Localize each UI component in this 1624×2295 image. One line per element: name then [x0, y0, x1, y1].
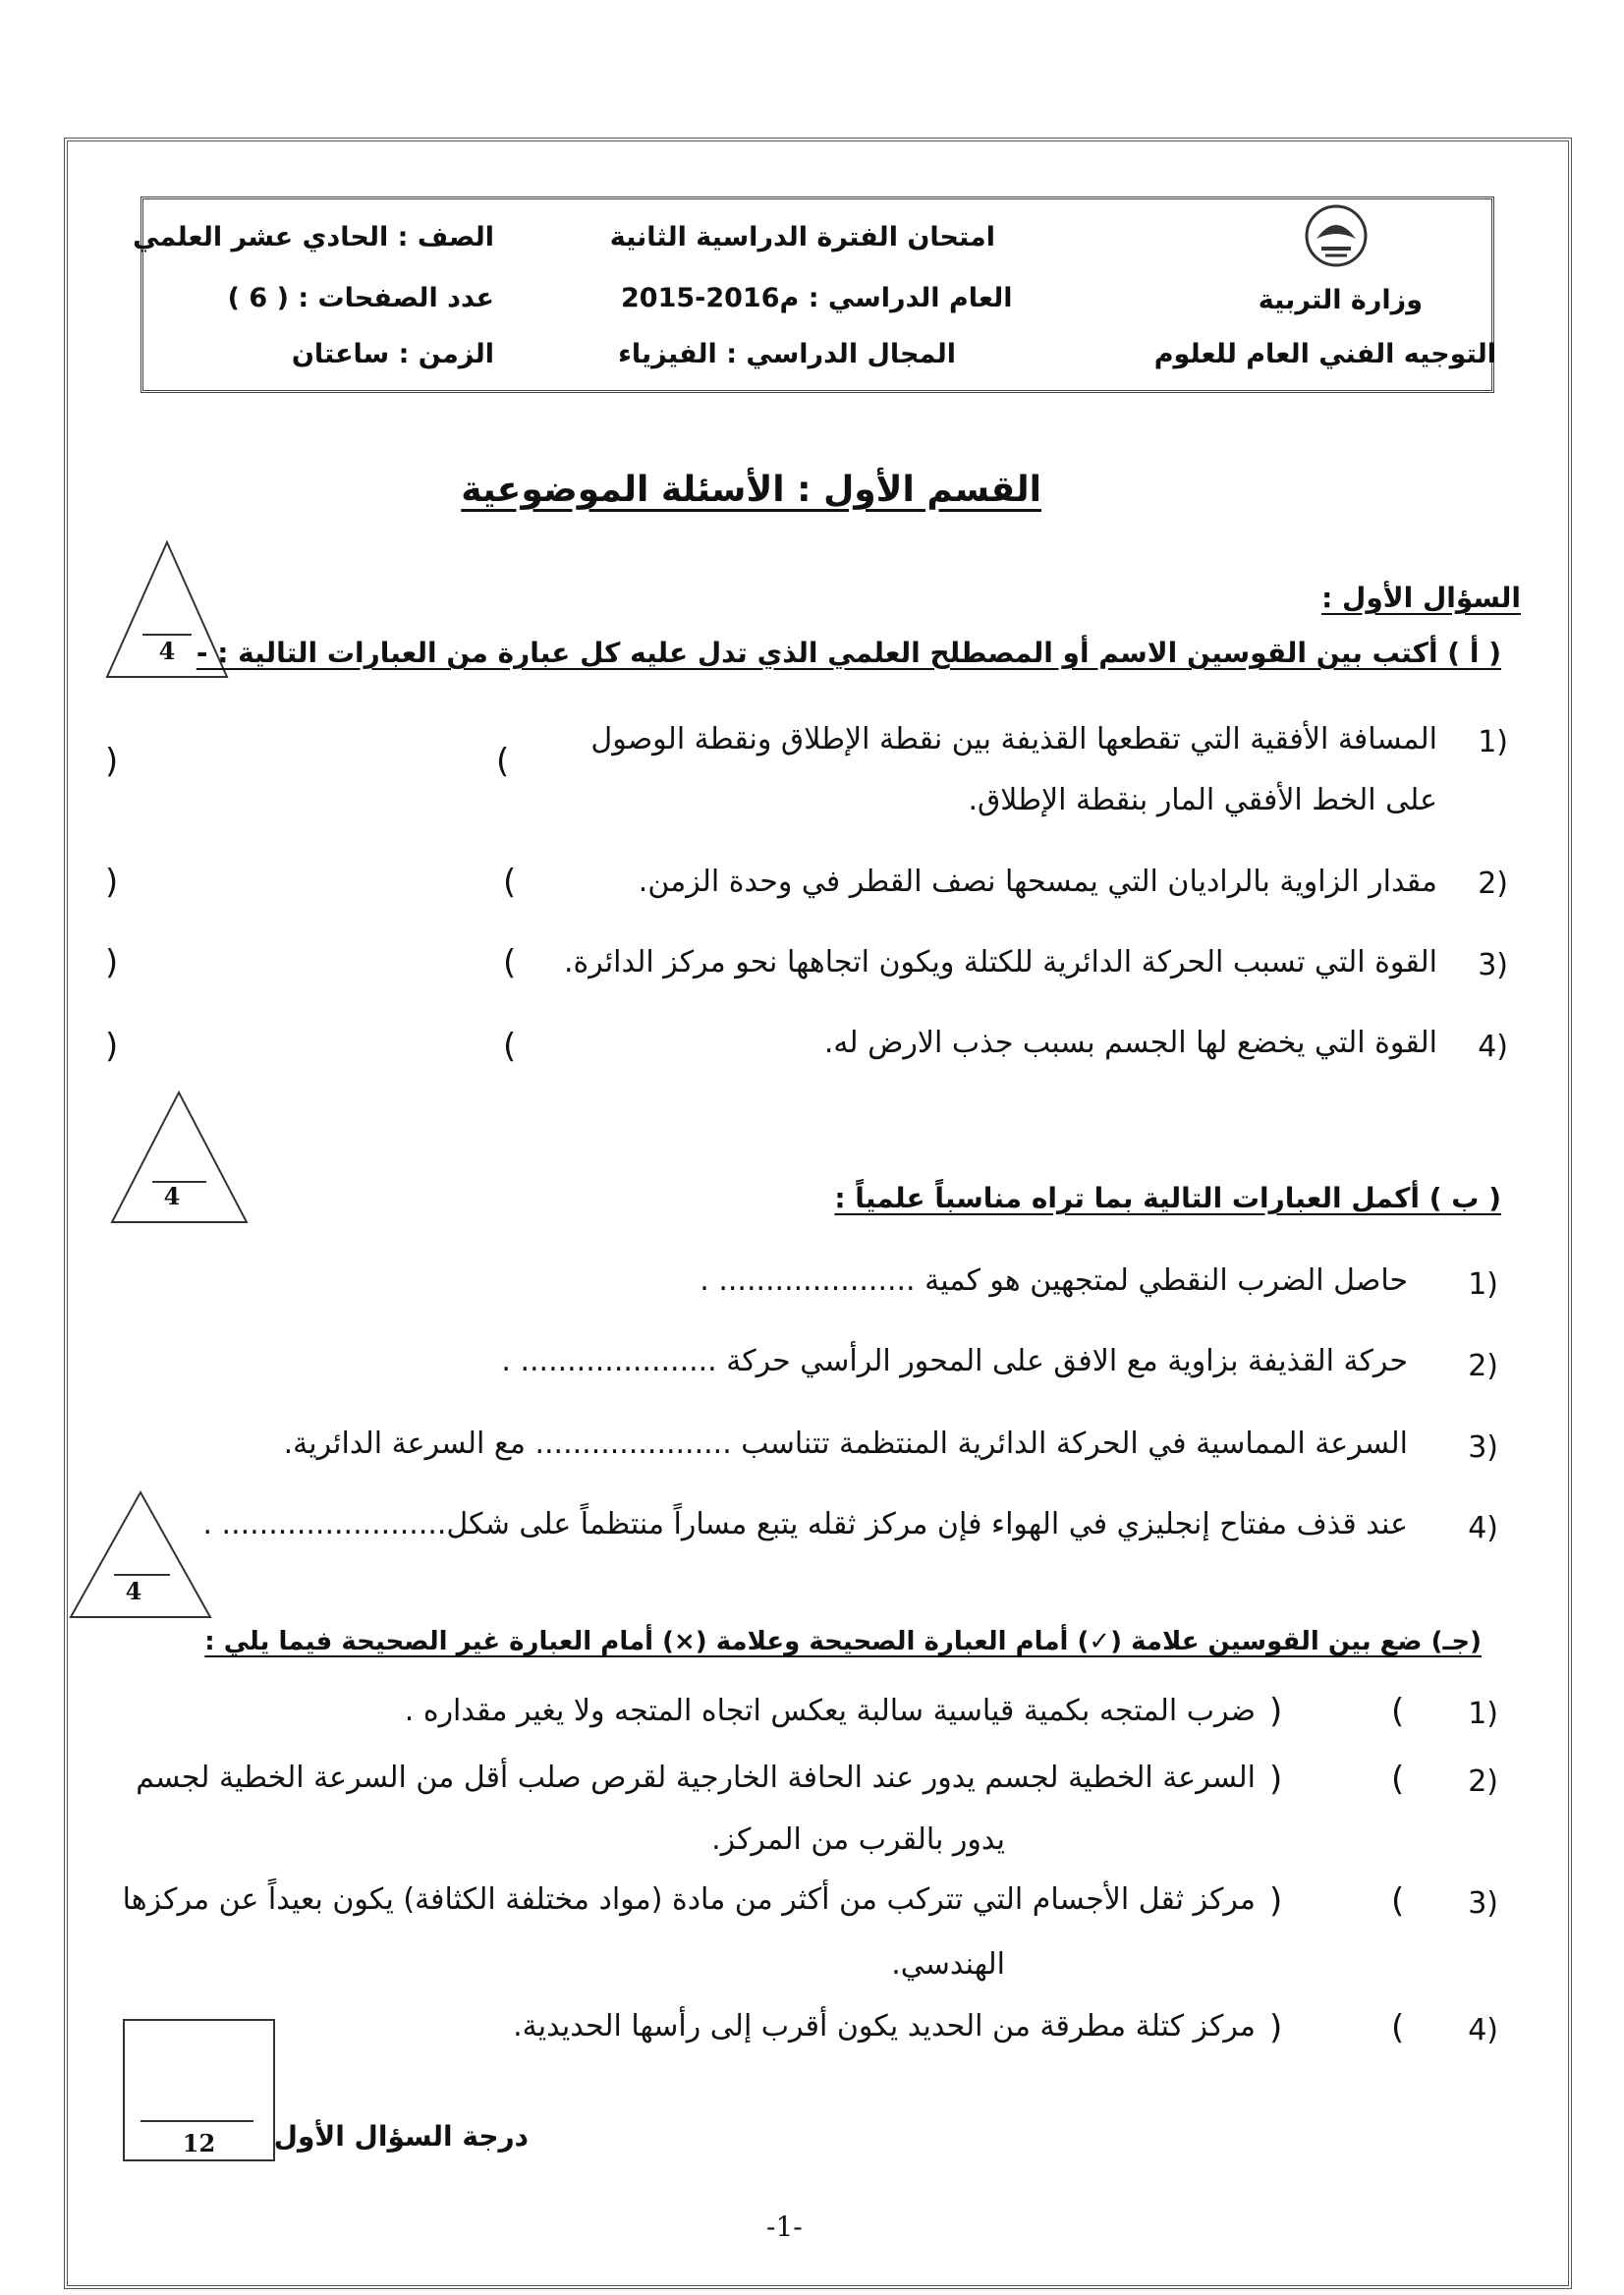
part-a-item-text-continued: على الخط الأفقي المار بنقطة الإطلاق.: [968, 783, 1437, 817]
part-c-item-number: 2): [1468, 1764, 1498, 1799]
academic-year-value: 2015-2016م: [621, 283, 800, 313]
part-a-item-text: المسافة الأفقية التي تقطعها القذيفة بين نقطة الإطلاق ونقطة الوصول: [590, 722, 1437, 756]
part-c-item-text: ضرب المتجه بكمية قياسية سالبة يعكس اتجاه المتجه ولا يغير مقداره .: [404, 1694, 1256, 1728]
part-c-item-text: مركز كتلة مطرقة من الحديد يكون أقرب إلى رأسها الحديدية.: [513, 2009, 1256, 2043]
department-name: التوجيه الفني العام للعلوم: [1153, 339, 1496, 369]
part-a-instruction: ( أ ) أكتب بين القوسين الاسم أو المصطلح العلمي الذي تدل عليه كل عبارة من العبارات التالية : -: [196, 637, 1501, 669]
checkbox-paren[interactable]: (: [1391, 1881, 1405, 1921]
answer-paren-open: (: [496, 742, 510, 781]
question1-label: السؤال الأول :: [1321, 582, 1521, 614]
checkbox-paren[interactable]: (: [1391, 1692, 1405, 1731]
part-c-item-text: السرعة الخطية لجسم يدور عند الحافة الخارجية لقرص صلب أقل من السرعة الخطية لجسم: [136, 1761, 1256, 1795]
part-a-item-number: 1): [1478, 725, 1508, 759]
checkbox-paren[interactable]: ): [1269, 1760, 1283, 1799]
part-c-marks: 4: [125, 1577, 142, 1605]
part-b-item-text: حاصل الضرب النقطي لمتجهين هو كمية ..................... .: [700, 1263, 1408, 1298]
answer-paren-close: ): [105, 1027, 119, 1066]
question1-total-marks: 12: [182, 2129, 216, 2157]
part-c-item-text-continued: الهندسي.: [891, 1947, 1005, 1982]
question1-score-label: درجة السؤال الأول: [273, 2120, 529, 2153]
part-a-item-text: القوة التي تسبب الحركة الدائرية للكتلة ويكون اتجاهها نحو مركز الدائرة.: [563, 945, 1437, 980]
checkbox-paren[interactable]: ): [1269, 1881, 1283, 1921]
part-c-item-text-continued: يدور بالقرب من المركز.: [711, 1822, 1005, 1857]
part-c-item-number: 3): [1468, 1886, 1498, 1921]
checkbox-paren[interactable]: (: [1391, 1760, 1405, 1799]
ministry-name: وزارة التربية: [1258, 285, 1423, 315]
part-b-item-text: السرعة المماسية في الحركة الدائرية المنتظمة تتناسب ..................... مع السرعة الدائرية.: [283, 1427, 1408, 1461]
checkbox-paren[interactable]: (: [1391, 2008, 1405, 2047]
part-b-marks: 4: [163, 1182, 181, 1210]
academic-year: [621, 283, 1013, 313]
part-c-item-number: 4): [1468, 2013, 1498, 2047]
part-a-item-text: مقدار الزاوية بالراديان التي يمسحها نصف القطر في وحدة الزمن.: [638, 865, 1437, 899]
academic-year-label: العام الدراسي :: [808, 283, 1013, 313]
part-a-item-number: 4): [1478, 1030, 1508, 1064]
ministry-emblem-icon: [1302, 201, 1371, 270]
page-count: عدد الصفحات : ( 6 ): [227, 283, 494, 313]
checkbox-paren[interactable]: ): [1269, 1692, 1283, 1731]
page-number: -1-: [766, 2211, 803, 2243]
part-b-item-number: 1): [1468, 1267, 1498, 1302]
part-b-item-text: حركة القذيفة بزاوية مع الافق على المحور الرأسي حركة ..................... .: [501, 1344, 1408, 1378]
checkbox-paren[interactable]: ): [1269, 2008, 1283, 2047]
part-c-instruction: (جـ) ضع بين القوسين علامة (✓) أمام العبارة الصحيحة وعلامة (×) أمام العبارة غير الصحيحة فيما يلي :: [204, 1627, 1482, 1656]
exam-time: الزمن : ساعتان: [291, 339, 494, 369]
part-b-item-number: 2): [1468, 1349, 1498, 1383]
answer-paren-close: ): [105, 742, 119, 781]
part-a-marks: 4: [158, 637, 176, 665]
section-title: القسم الأول : الأسئلة الموضوعية: [461, 470, 1041, 510]
score-fraction-line: [140, 2120, 253, 2122]
part-b-item-number: 4): [1468, 1511, 1498, 1545]
exam-title: امتحان الفترة الدراسية الثانية: [609, 222, 995, 252]
answer-paren-open: (: [503, 863, 517, 902]
part-a-item-number: 3): [1478, 948, 1508, 982]
answer-paren-close: ): [105, 863, 119, 902]
part-b-item-text: عند قذف مفتاح إنجليزي في الهواء فإن مركز ثقله يتبع مساراً منتظماً على شكل........................ .: [202, 1507, 1408, 1541]
grade: الصف : الحادي عشر العلمي: [133, 222, 494, 252]
answer-paren-open: (: [503, 943, 517, 982]
part-b-instruction: ( ب ) أكمل العبارات التالية بما تراه مناسباً علمياً :: [834, 1182, 1501, 1214]
subject: المجال الدراسي : الفيزياء: [618, 339, 956, 369]
part-c-item-number: 1): [1468, 1697, 1498, 1731]
part-c-item-text: مركز ثقل الأجسام التي تتركب من أكثر من مادة (مواد مختلفة الكثافة) يكون بعيداً عن مركزها: [122, 1882, 1256, 1917]
answer-paren-close: ): [105, 943, 119, 982]
part-b-item-number: 3): [1468, 1430, 1498, 1465]
part-a-item-number: 2): [1478, 867, 1508, 901]
answer-paren-open: (: [503, 1027, 517, 1066]
part-a-item-text: القوة التي يخضع لها الجسم بسبب جذب الارض له.: [823, 1026, 1437, 1060]
